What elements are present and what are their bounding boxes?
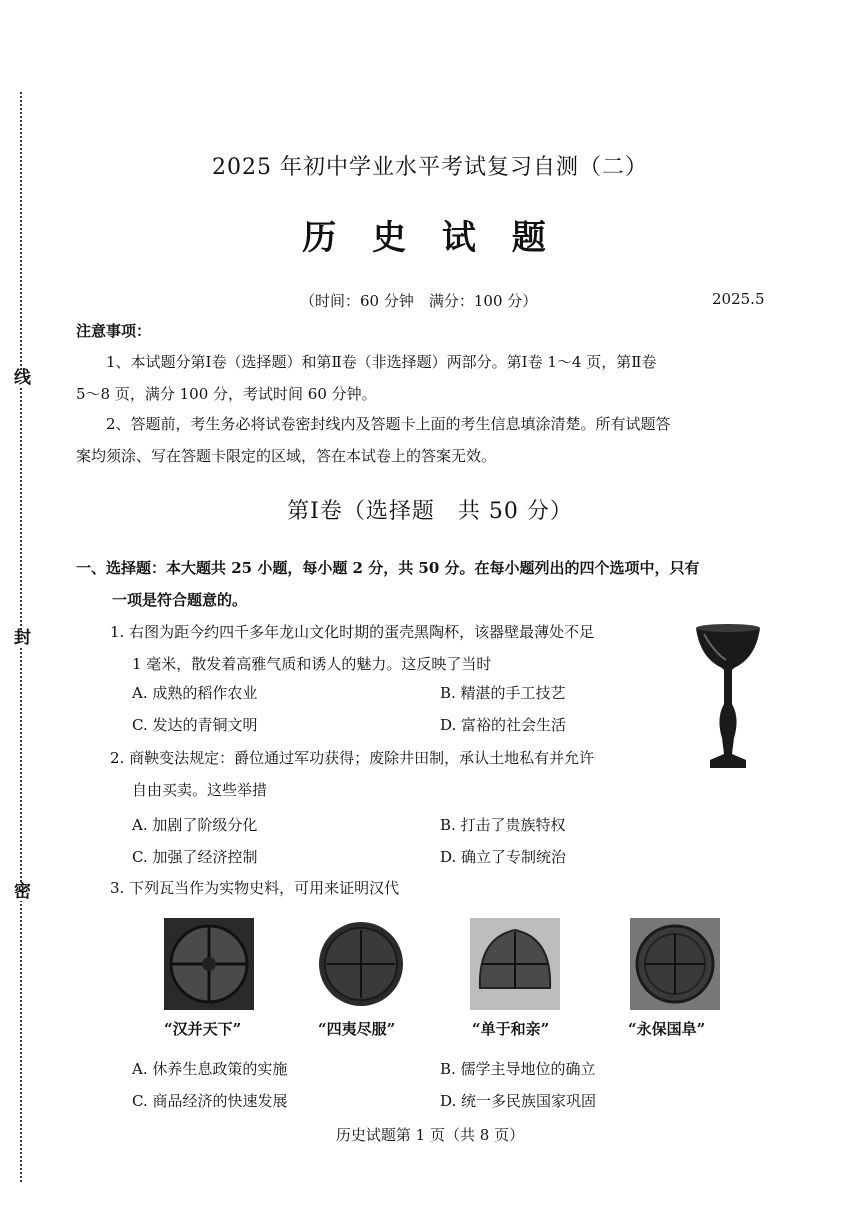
notice-item-2 bbox=[76, 408, 766, 472]
tile-image-1 bbox=[164, 918, 254, 1010]
exam-title: 历 史 试 题 bbox=[302, 218, 558, 258]
question-2 bbox=[110, 742, 594, 806]
part-heading bbox=[76, 552, 766, 616]
question-3-line-1: 3. 下列瓦当作为实物史料，可用来证明汉代 bbox=[110, 879, 400, 897]
notice-item-2-line-2: 案均须涂、写在答题卡限定的区域，答在本试卷上的答案无效。 bbox=[76, 447, 497, 465]
question-1-line-2: 1 毫米，散发着高雅气质和诱人的魅力。这反映了当时 bbox=[132, 655, 492, 673]
q1-option-a[interactable]: A. 成熟的稻作农业 bbox=[132, 684, 258, 702]
binding-label-seal: 封 bbox=[14, 628, 31, 648]
tile-image-2 bbox=[316, 918, 406, 1010]
q2-option-c[interactable]: C. 加强了经济控制 bbox=[132, 848, 258, 866]
section-title: 第Ⅰ卷（选择题 共 50 分） bbox=[287, 499, 573, 524]
tile-label-1: “汉并天下” bbox=[164, 1020, 242, 1038]
exam-subtitle: 2025 年初中学业水平考试复习自测（二） bbox=[212, 155, 648, 180]
question-3 bbox=[110, 872, 399, 904]
part-heading-line-2: 一项是符合题意的。 bbox=[112, 591, 248, 609]
notice-heading: 注意事项： bbox=[76, 322, 152, 340]
part-heading-line-1: 一、选择题：本大题共 25 小题，每小题 2 分，共 50 分。在每小题列出的四个选项中，只有 bbox=[76, 559, 700, 577]
tile-label-2: “四夷尽服” bbox=[318, 1020, 396, 1038]
q1-option-c[interactable]: C. 发达的青铜文明 bbox=[132, 716, 258, 734]
tile-image-4 bbox=[630, 918, 720, 1010]
black-pottery-cup-image bbox=[690, 618, 766, 776]
notice-item-1-line-1: 1、本试题分第Ⅰ卷（选择题）和第Ⅱ卷（非选择题）两部分。第Ⅰ卷 1～4 页，第Ⅱ卷 bbox=[106, 353, 657, 371]
tile-label-3: “单于和亲” bbox=[472, 1020, 550, 1038]
tile-label-4: “永保国阜” bbox=[628, 1020, 706, 1038]
q2-option-a[interactable]: A. 加剧了阶级分化 bbox=[132, 816, 258, 834]
notice-item-1 bbox=[76, 346, 766, 410]
question-2-line-2: 自由买卖。这些举措 bbox=[132, 781, 268, 799]
q1-option-d[interactable]: D. 富裕的社会生活 bbox=[440, 716, 567, 734]
question-1-line-1: 1. 右图为距今约四千多年龙山文化时期的蛋壳黑陶杯，该器壁最薄处不足 bbox=[110, 623, 595, 641]
binding-label-secret: 密 bbox=[14, 882, 31, 902]
notice-item-1-line-2: 5～8 页，满分 100 分，考试时间 60 分钟。 bbox=[76, 385, 377, 403]
q2-option-b[interactable]: B. 打击了贵族特权 bbox=[440, 816, 566, 834]
q1-option-b[interactable]: B. 精湛的手工技艺 bbox=[440, 684, 566, 702]
page-footer: 历史试题第 1 页（共 8 页） bbox=[335, 1126, 525, 1144]
time-info: （时间：60 分钟 满分：100 分） bbox=[300, 292, 538, 310]
q3-option-c[interactable]: C. 商品经济的快速发展 bbox=[132, 1092, 288, 1110]
question-1 bbox=[110, 616, 594, 680]
q2-option-d[interactable]: D. 确立了专制统治 bbox=[440, 848, 567, 866]
binding-label-line: 线 bbox=[14, 368, 31, 388]
q3-option-b[interactable]: B. 儒学主导地位的确立 bbox=[440, 1060, 596, 1078]
q3-option-a[interactable]: A. 休养生息政策的实施 bbox=[132, 1060, 288, 1078]
tile-image-3 bbox=[470, 918, 560, 1010]
exam-date: 2025.5 bbox=[712, 290, 765, 308]
q3-option-d[interactable]: D. 统一多民族国家巩固 bbox=[440, 1092, 597, 1110]
notice-item-2-line-1: 2、答题前，考生务必将试卷密封线内及答题卡上面的考生信息填涂清楚。所有试题答 bbox=[106, 415, 671, 433]
question-2-line-1: 2. 商鞅变法规定：爵位通过军功获得；废除井田制，承认土地私有并允许 bbox=[110, 749, 595, 767]
